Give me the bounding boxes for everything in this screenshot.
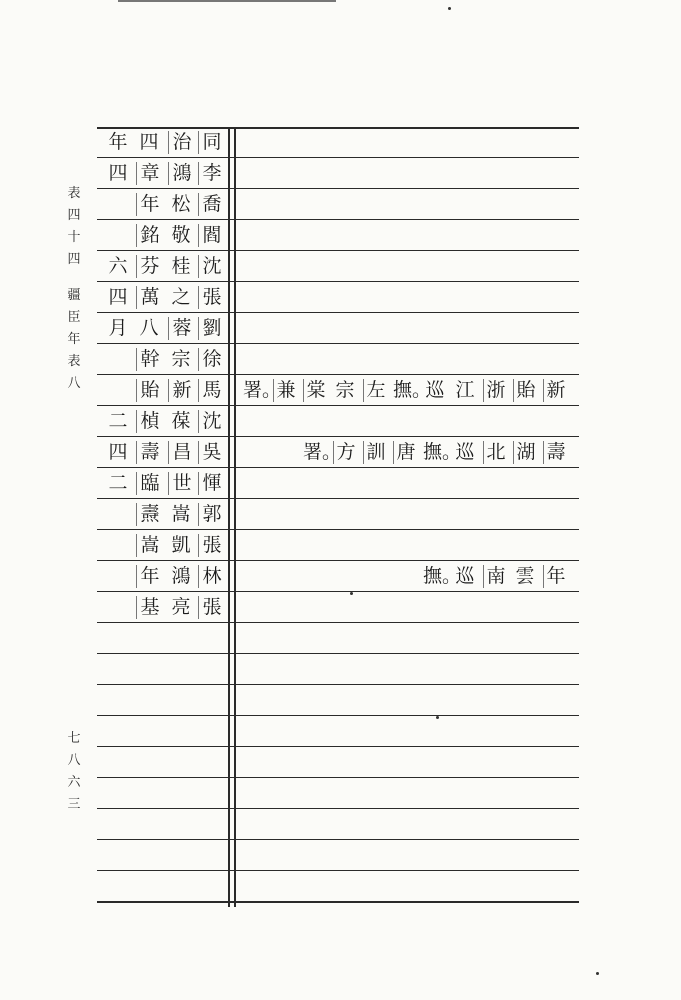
name-char: 新 [168, 379, 195, 402]
name-char: 喬 [198, 193, 225, 216]
margin-char: 表 [67, 354, 81, 369]
name-char [105, 596, 131, 619]
table-row [97, 344, 579, 375]
row-rule [97, 529, 579, 530]
note-char: 撫。 [423, 441, 462, 463]
name-char: 二 [108, 472, 128, 494]
row-rule [97, 405, 579, 406]
page-number [64, 728, 84, 816]
official-table [97, 127, 579, 907]
row-rule [97, 374, 579, 375]
margin-char: 疆 [67, 288, 81, 303]
margin-section-label [64, 285, 84, 395]
name-char: 松 [171, 193, 191, 215]
name-char: 蓉 [168, 317, 195, 340]
name-char: 劉 [198, 317, 225, 340]
name-char: 閻 [198, 224, 225, 247]
margin-char: 十 [67, 230, 81, 245]
name-char: 四 [139, 131, 159, 153]
name-char: 郭 [198, 503, 225, 526]
page-number-char: 三 [67, 797, 81, 812]
table-row [97, 127, 579, 158]
name-char: 徐 [198, 348, 225, 371]
row-rule [97, 343, 579, 344]
note-char: 巡 [455, 565, 475, 587]
name-char [105, 565, 131, 588]
name-char: 嵩 [136, 534, 163, 557]
table-row [97, 468, 579, 499]
note-char: 左 [363, 379, 388, 402]
margin-char: 四 [67, 252, 81, 267]
name-char: 馬 [198, 379, 225, 402]
row-rule [97, 250, 579, 251]
table-row [97, 561, 579, 592]
row-rule [97, 684, 579, 685]
name-char: 年 [136, 193, 163, 216]
name-char: 臨 [136, 472, 163, 495]
table-row [97, 251, 579, 282]
name-char: 林 [198, 565, 225, 588]
note-char: 浙 [483, 379, 508, 402]
note-char: 南 [483, 565, 508, 588]
name-char: 貽 [136, 379, 163, 402]
name-char: 四 [108, 286, 128, 308]
row-rule [97, 436, 579, 437]
name-char: 楨 [136, 410, 163, 433]
name-char: 沈 [198, 255, 225, 278]
name-char: 鴻 [171, 565, 191, 587]
note-char: 北 [483, 441, 508, 464]
name-char [105, 348, 131, 371]
print-speck [596, 972, 599, 975]
margin-char: 表 [67, 186, 81, 201]
name-char [105, 193, 131, 216]
note-char: 貽 [513, 379, 538, 402]
row-rule [97, 715, 579, 716]
name-char: 張 [198, 596, 225, 619]
row-rule [97, 281, 579, 282]
row-rule [97, 839, 579, 840]
table-row [97, 313, 579, 344]
table-row [97, 406, 579, 437]
table-row [97, 220, 579, 251]
name-char: 六 [108, 255, 128, 277]
name-char: 壽 [136, 441, 163, 464]
name-char: 四 [108, 162, 128, 184]
row-rule [97, 808, 579, 809]
name-char: 葆 [171, 410, 191, 432]
name-char: 世 [168, 472, 195, 495]
note-char: 江 [455, 379, 475, 401]
name-char: 年 [108, 131, 128, 153]
name-char: 亮 [171, 596, 191, 618]
row-rule [97, 188, 579, 189]
table-bottom-rule [97, 901, 579, 903]
name-char: 芬 [136, 255, 163, 278]
margin-volume-label [64, 183, 84, 271]
note-char: 署。 [243, 379, 282, 401]
print-speck [448, 7, 451, 10]
name-char: 月 [108, 317, 128, 339]
note-char: 雲 [515, 565, 535, 587]
name-char [105, 534, 131, 557]
name-char: 四 [108, 441, 128, 463]
row-rule [97, 777, 579, 778]
row-rule [97, 653, 579, 654]
note-char: 署。 [303, 441, 342, 463]
name-char: 沈 [198, 410, 225, 433]
name-char: 李 [198, 162, 225, 185]
row-rule [97, 467, 579, 468]
note-char: 巡 [455, 441, 475, 463]
name-char [105, 379, 131, 402]
table-row [97, 499, 579, 530]
row-rule [97, 157, 579, 158]
table-row [97, 592, 579, 623]
name-char: 之 [171, 286, 191, 308]
top-edge-line [118, 0, 336, 2]
print-speck [436, 716, 439, 719]
page-number-char: 七 [67, 731, 81, 746]
name-char: 幹 [136, 348, 163, 371]
name-char: 鴻 [168, 162, 195, 185]
name-char [105, 224, 131, 247]
name-char: 年 [136, 565, 163, 588]
note-char: 壽 [543, 441, 568, 464]
name-char: 燾 [136, 503, 163, 526]
row-rule [97, 498, 579, 499]
name-char: 基 [136, 596, 163, 619]
name-char: 吳 [198, 441, 225, 464]
row-rule [97, 622, 579, 623]
name-char: 萬 [136, 286, 163, 309]
note-char: 兼 [273, 379, 298, 402]
table-row [97, 530, 579, 561]
row-rule [97, 560, 579, 561]
table-row [97, 189, 579, 220]
name-char: 張 [198, 286, 225, 309]
table-top-rule [97, 127, 579, 129]
table-row [97, 158, 579, 189]
name-char: 敬 [171, 224, 191, 246]
note-char: 湖 [513, 441, 538, 464]
note-char: 新 [543, 379, 568, 402]
row-rule [97, 219, 579, 220]
table-row [97, 375, 579, 406]
note-char: 年 [543, 565, 568, 588]
note-char: 訓 [363, 441, 388, 464]
row-rule [97, 312, 579, 313]
margin-char: 四 [67, 208, 81, 223]
row-rule [97, 746, 579, 747]
note-char: 巡 [425, 379, 445, 401]
print-speck [350, 592, 353, 595]
name-char: 二 [108, 410, 128, 432]
margin-char: 八 [67, 376, 81, 391]
note-char: 方 [333, 441, 358, 464]
name-char: 八 [139, 317, 159, 339]
note-char: 撫。 [423, 565, 462, 587]
name-char: 同 [198, 131, 225, 154]
row-rule [97, 591, 579, 592]
name-char: 章 [136, 162, 163, 185]
name-char: 嵩 [171, 503, 191, 525]
name-char: 張 [198, 534, 225, 557]
table-row [97, 282, 579, 313]
margin-char: 年 [67, 332, 81, 347]
note-char: 撫。 [393, 379, 432, 401]
name-char: 銘 [136, 224, 163, 247]
name-char: 桂 [171, 255, 191, 277]
name-char: 凱 [171, 534, 191, 556]
margin-char: 臣 [67, 310, 81, 325]
page-number-char: 八 [67, 753, 81, 768]
table-row [97, 437, 579, 468]
note-char: 棠 [303, 379, 328, 402]
name-char [105, 503, 131, 526]
name-char: 昌 [168, 441, 195, 464]
note-char: 唐 [393, 441, 418, 464]
row-rule [97, 870, 579, 871]
note-char: 宗 [335, 379, 355, 401]
name-char: 惲 [198, 472, 225, 495]
name-char: 宗 [171, 348, 191, 370]
page-number-char: 六 [67, 775, 81, 790]
name-char: 治 [168, 131, 195, 154]
